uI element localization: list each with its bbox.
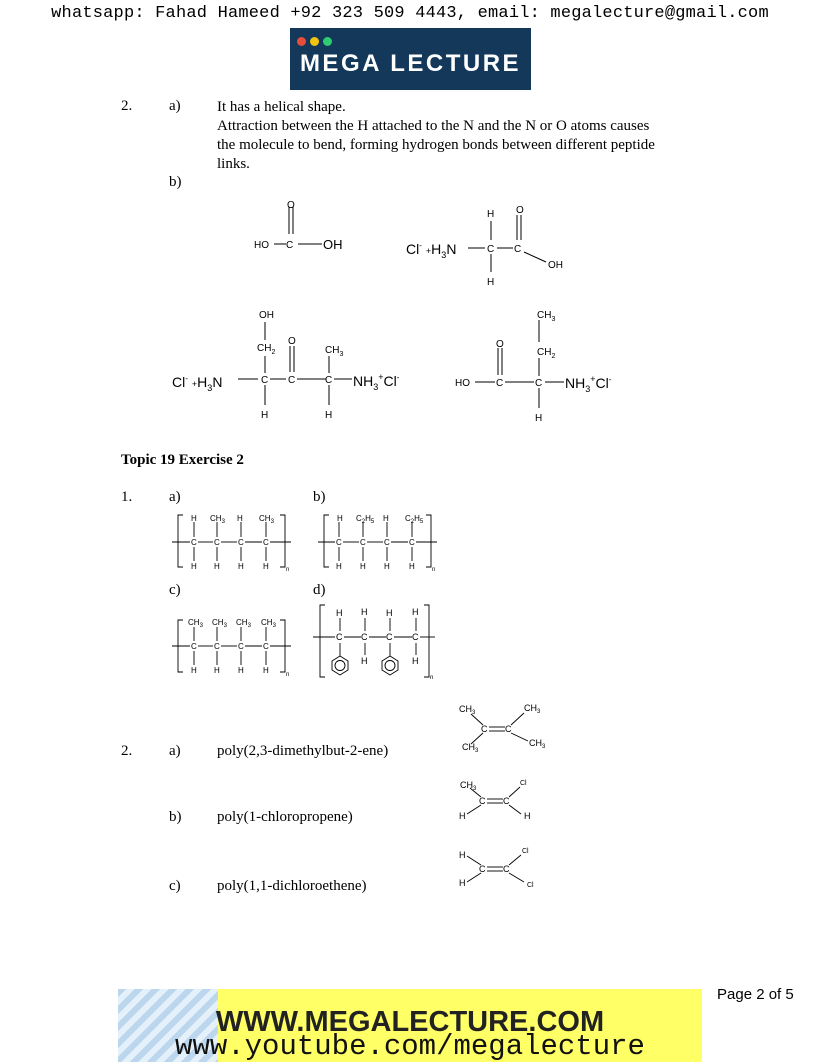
atom-label: H <box>360 562 366 571</box>
atom-label: OH <box>259 310 274 321</box>
answer-line: links. <box>217 156 250 172</box>
part-label: b) <box>169 809 182 825</box>
atom-label: Cl <box>520 780 527 787</box>
atom-label: C <box>288 375 296 386</box>
atom-label: H <box>487 209 495 220</box>
atom-label: C <box>286 240 294 251</box>
part-label: a) <box>169 489 181 505</box>
atom-label: H <box>214 562 220 571</box>
atom-label: OH <box>548 260 563 271</box>
question-number: 2. <box>121 743 133 759</box>
answer-line: the molecule to bend, forming hydrogen bonds between different peptide <box>217 137 655 153</box>
atom-label: H <box>361 607 368 617</box>
part-label: a) <box>169 743 181 759</box>
atom-label: H <box>214 666 220 675</box>
atom-label: H <box>459 878 466 888</box>
atom-label: $Cl^-_+H_3N$ <box>406 241 457 260</box>
atom-label: C <box>505 724 512 734</box>
atom-label: C <box>336 632 343 642</box>
atom-label: C <box>238 642 244 651</box>
atom-label: $CH_3$ <box>236 618 251 629</box>
repeat-n: n <box>286 672 290 678</box>
atom-label: H <box>337 514 343 523</box>
atom-label: C <box>238 538 244 547</box>
part-label: a) <box>169 98 181 114</box>
atom-label: C <box>263 538 269 547</box>
footer-youtube-link: www.youtube.com/megalecture <box>175 1030 645 1063</box>
atom-label: C <box>479 864 486 874</box>
part-label: c) <box>169 582 181 598</box>
header-contact: whatsapp: Fahad Hameed +92 323 509 4443, email: megalecture@gmail.com <box>51 4 769 23</box>
atom-label: C <box>214 538 220 547</box>
atom-label: C <box>361 632 368 642</box>
repeat-n: n <box>286 567 290 573</box>
logo-text: MEGA LECTURE <box>299 50 522 77</box>
atom-label: C <box>487 244 495 255</box>
atom-label: C <box>263 642 269 651</box>
part-label: d) <box>313 582 326 598</box>
atom-label: $Cl^-_+H_3N$ <box>172 374 223 393</box>
atom-label: C <box>261 375 269 386</box>
atom-label: C <box>384 538 390 547</box>
atom-label: H <box>336 608 343 618</box>
atom-label: H <box>459 850 466 860</box>
polymer-name: poly(1,1-dichloroethene) <box>217 878 367 894</box>
atom-label: C <box>360 538 366 547</box>
answer-line: It has a helical shape. <box>217 99 346 115</box>
atom-label: $NH_3^+Cl^-$ <box>565 374 612 394</box>
atom-label: $CH_2$ <box>257 343 276 356</box>
atom-label: $C_2H_5$ <box>356 514 375 525</box>
repeat-n: n <box>430 675 434 681</box>
footer-website: WWW.MEGALECTURE.COM <box>215 1006 605 1038</box>
atom-label: C <box>481 724 488 734</box>
atom-label: $CH_3$ <box>460 780 477 792</box>
atom-label: O <box>287 200 295 211</box>
atom-label: C <box>191 538 197 547</box>
atom-label: $CH_3$ <box>261 618 276 629</box>
atom-label: H <box>336 562 342 571</box>
atom-label: H <box>459 811 466 821</box>
atom-label: H <box>535 413 543 424</box>
atom-label: $NH_3^+Cl^-$ <box>353 372 400 392</box>
polymer-name: poly(1-chloropropene) <box>217 809 353 825</box>
question-number: 1. <box>121 489 133 505</box>
topic-heading: Topic 19 Exercise 2 <box>121 452 244 468</box>
atom-label: C <box>336 538 342 547</box>
part-label: c) <box>169 878 181 894</box>
atom-label: H <box>524 811 531 821</box>
atom-label: HO <box>455 378 470 389</box>
answer-line: Attraction between the H attached to the N and the N or O atoms causes <box>217 118 650 134</box>
atom-label: H <box>191 562 197 571</box>
polymer-name: poly(2,3-dimethylbut-2-ene) <box>217 743 389 759</box>
atom-label: $CH_3$ <box>259 514 274 525</box>
atom-label: C <box>412 632 419 642</box>
atom-label: OH <box>323 237 343 252</box>
atom-label: $CH_3$ <box>462 742 479 754</box>
atom-label: $CH_2$ <box>537 347 556 360</box>
part-label: b) <box>169 174 182 190</box>
atom-label: C <box>479 796 486 806</box>
atom-label: H <box>409 562 415 571</box>
atom-label: H <box>261 410 269 421</box>
atom-label: H <box>325 410 333 421</box>
atom-label: H <box>412 656 419 666</box>
atom-label: C <box>386 632 393 642</box>
atom-label: C <box>214 642 220 651</box>
atom-label: C <box>409 538 415 547</box>
atom-label: $CH_3$ <box>188 618 203 629</box>
atom-label: H <box>386 608 393 618</box>
atom-label: C <box>191 642 197 651</box>
atom-label: Cl <box>522 848 529 855</box>
atom-label: H <box>412 607 419 617</box>
part-label: b) <box>313 489 326 505</box>
atom-label: H <box>383 514 389 523</box>
atom-label: H <box>237 514 243 523</box>
atom-label: H <box>384 562 390 571</box>
atom-label: C <box>535 378 543 389</box>
atom-label: Cl <box>527 882 534 889</box>
repeat-n: n <box>432 567 436 573</box>
atom-label: $CH_3$ <box>524 703 541 715</box>
atom-label: H <box>238 562 244 571</box>
atom-label: C <box>496 378 504 389</box>
atom-label: $CH_3$ <box>459 704 476 716</box>
atom-label: H <box>191 666 197 675</box>
atom-label: C <box>503 864 510 874</box>
atom-label: $C_2H_5$ <box>405 514 424 525</box>
atom-label: $CH_3$ <box>325 345 344 358</box>
atom-label: H <box>238 666 244 675</box>
atom-label: H <box>487 277 495 288</box>
atom-label: $CH_3$ <box>212 618 227 629</box>
atom-label: $CH_3$ <box>529 738 546 750</box>
atom-label: $CH_3$ <box>210 514 225 525</box>
atom-label: O <box>496 339 504 350</box>
atom-label: H <box>263 666 269 675</box>
atom-label: H <box>361 656 368 666</box>
atom-label: $CH_3$ <box>537 310 556 323</box>
atom-label: O <box>288 336 296 347</box>
atom-label: H <box>263 562 269 571</box>
atom-label: C <box>325 375 333 386</box>
page-number: Page 2 of 5 <box>717 986 794 1003</box>
atom-label: HO <box>254 240 269 251</box>
atom-label: O <box>516 205 524 216</box>
atom-label: C <box>503 796 510 806</box>
atom-label: H <box>191 514 197 523</box>
atom-label: C <box>514 244 522 255</box>
question-number: 2. <box>121 98 133 114</box>
